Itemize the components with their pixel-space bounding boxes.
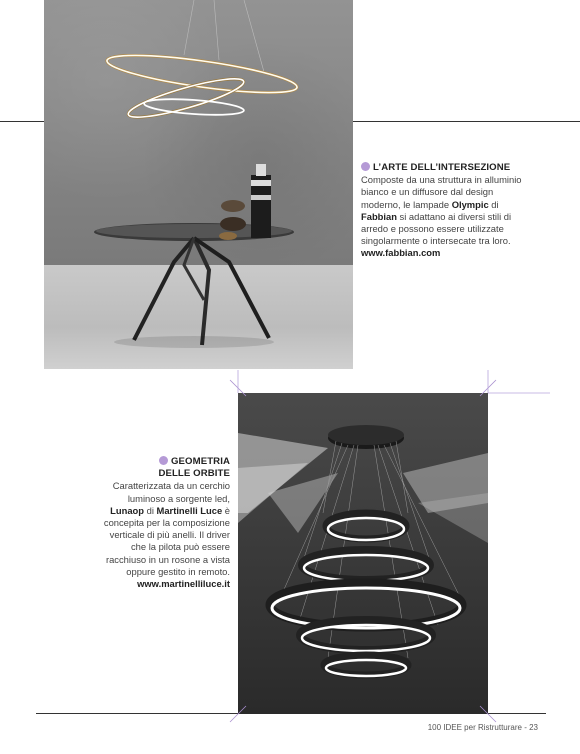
- caption-olympic-heading-line: [361, 162, 531, 174]
- martinelliluce-website-link[interactable]: www.martinelliluce.it: [137, 578, 230, 590]
- caption-lunaop: [100, 456, 230, 590]
- photo-lunaop-lamp: [238, 393, 488, 714]
- photo-olympic-lamps: [44, 0, 353, 369]
- brand-name-martinelli-luce: Martinelli Luce: [156, 504, 223, 516]
- caption-lunaop-heading-2: DELLE ORBITE: [158, 468, 230, 480]
- bullet-dot-icon: [159, 456, 168, 465]
- olympic-scene-illustration: [44, 0, 353, 369]
- bullet-dot-icon: [361, 162, 370, 171]
- top-rule-left: [0, 121, 44, 122]
- caption-lunaop-heading-line-1: [100, 456, 230, 468]
- product-name-olympic: Olympic: [451, 198, 489, 210]
- caption-olympic-text-3: si adattano ai diversi stili di arredo e possono essere utilizzate singolarmente o intersecate tra loro.: [361, 210, 512, 247]
- caption-olympic-body: [361, 174, 531, 247]
- caption-olympic-text-2: di: [488, 198, 499, 210]
- lunaop-scene-illustration: [238, 393, 488, 714]
- page-footer: 100 IDEE per Ristrutturare - 23: [427, 723, 538, 732]
- caption-olympic-text-1: Composte da una struttura in alluminio bianco e un diffusore dal design moderno, le lampade: [361, 174, 522, 210]
- caption-lunaop-text-3: è concepita per la composizione verticale di più anelli. Il driver che la pilota può essere racchiuso in un rosone a vista oppure gestito in remoto.: [103, 504, 230, 577]
- fabbian-website-link[interactable]: www.fabbian.com: [361, 247, 441, 259]
- top-rule-right: [353, 121, 580, 122]
- caption-olympic-heading: L’ARTE DELL’INTERSEZIONE: [373, 162, 511, 173]
- caption-lunaop-text-1: Caratterizzata da un cerchio luminoso a sorgente led,: [112, 480, 230, 504]
- product-name-lunaop: Lunaop: [110, 504, 145, 516]
- caption-lunaop-text-2: di: [144, 504, 157, 516]
- caption-lunaop-heading-1: GEOMETRIA: [171, 456, 230, 467]
- caption-lunaop-body: [100, 480, 230, 578]
- caption-olympic: [361, 162, 531, 260]
- brand-name-fabbian: Fabbian: [361, 210, 397, 222]
